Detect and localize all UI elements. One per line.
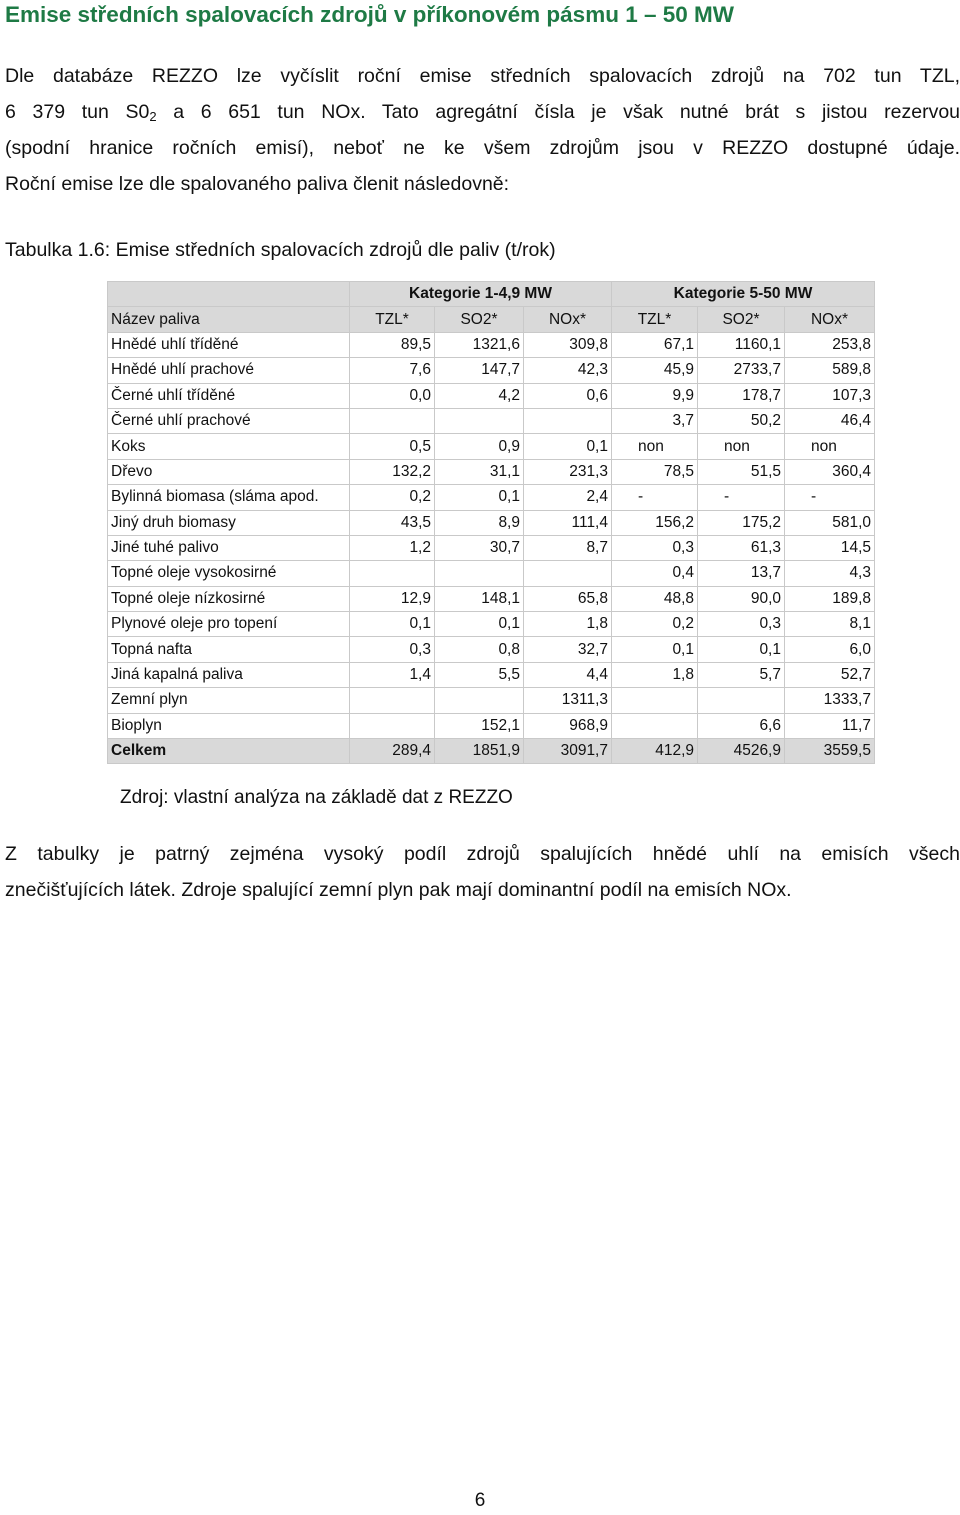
value-cell: 1321,6 [435, 332, 524, 357]
value-cell [435, 561, 524, 586]
value-cell [435, 688, 524, 713]
value-cell: 107,3 [785, 383, 875, 408]
total-cell: 3091,7 [524, 739, 612, 764]
value-cell: non [698, 434, 785, 459]
value-cell: 0,1 [612, 637, 698, 662]
value-cell: 360,4 [785, 459, 875, 484]
value-cell: 4,3 [785, 561, 875, 586]
value-cell: 309,8 [524, 332, 612, 357]
total-cell: 4526,9 [698, 739, 785, 764]
value-cell: 46,4 [785, 408, 875, 433]
value-cell: 50,2 [698, 408, 785, 433]
value-cell: 65,8 [524, 586, 612, 611]
value-cell: 4,4 [524, 662, 612, 687]
value-cell: 0,1 [698, 637, 785, 662]
fuel-name-cell: Jiný druh biomasy [108, 510, 350, 535]
table-source-note: Zdroj: vlastní analýza na základě dat z REZZO [120, 787, 513, 808]
section-heading: Emise středních spalovacích zdrojů v příkonovém pásmu 1 – 50 MW [5, 2, 734, 27]
value-cell: - [698, 485, 785, 510]
value-cell: 253,8 [785, 332, 875, 357]
value-cell: 12,9 [350, 586, 435, 611]
value-cell [524, 561, 612, 586]
intro-line-2-end: a 6 651 tun NOx. Tato agregátní čísla je však nutné brát s jistou rezervou [156, 101, 960, 123]
value-cell: 147,7 [435, 358, 524, 383]
table-body [108, 332, 875, 738]
intro-line-4: Roční emise lze dle spalovaného paliva členit následovně: [5, 173, 510, 195]
table-row [108, 637, 875, 662]
table-row [108, 408, 875, 433]
value-cell [350, 713, 435, 738]
fuel-name-cell: Jiné tuhé palivo [108, 535, 350, 560]
value-cell: 8,1 [785, 612, 875, 637]
conclusion-line-1: Z tabulky je patrný zejména vysoký podíl zdrojů spalujících hnědé uhlí na emisích všech [5, 843, 960, 865]
table-row [108, 459, 875, 484]
value-cell: 52,7 [785, 662, 875, 687]
value-cell: 0,6 [524, 383, 612, 408]
fuel-name-cell: Topná nafta [108, 637, 350, 662]
value-cell: 6,6 [698, 713, 785, 738]
emissions-table [107, 281, 875, 764]
col-header-nox-1: NOx* [524, 307, 612, 332]
table-row [108, 358, 875, 383]
table-row [108, 510, 875, 535]
value-cell: 1,2 [350, 535, 435, 560]
value-cell: 0,1 [435, 612, 524, 637]
value-cell: 581,0 [785, 510, 875, 535]
fuel-name-header: Název paliva [108, 307, 350, 332]
table-row [108, 586, 875, 611]
fuel-name-cell: Dřevo [108, 459, 350, 484]
conclusion-line-2: znečišťujících látek. Zdroje spalující zemní plyn pak mají dominantní podíl na emisích NOx. [5, 879, 792, 901]
fuel-name-cell: Černé uhlí prachové [108, 408, 350, 433]
value-cell: 0,3 [350, 637, 435, 662]
value-cell: 7,6 [350, 358, 435, 383]
value-cell: 51,5 [698, 459, 785, 484]
table-row [108, 383, 875, 408]
total-cell: 289,4 [350, 739, 435, 764]
value-cell: 8,9 [435, 510, 524, 535]
value-cell: 0,3 [612, 535, 698, 560]
value-cell: 0,1 [350, 612, 435, 637]
col-header-so2-2: SO2* [698, 307, 785, 332]
value-cell: 90,0 [698, 586, 785, 611]
value-cell: 2,4 [524, 485, 612, 510]
value-cell: 0,1 [524, 434, 612, 459]
fuel-name-cell: Hnědé uhlí tříděné [108, 332, 350, 357]
category-2-header: Kategorie 5-50 MW [612, 282, 875, 307]
value-cell: 13,7 [698, 561, 785, 586]
value-cell: 3,7 [612, 408, 698, 433]
value-cell [612, 713, 698, 738]
fuel-name-cell: Zemní plyn [108, 688, 350, 713]
category-1-header: Kategorie 1-4,9 MW [350, 282, 612, 307]
fuel-name-cell: Topné oleje nízkosirné [108, 586, 350, 611]
value-cell: 0,1 [435, 485, 524, 510]
table-row [108, 713, 875, 738]
fuel-name-cell: Černé uhlí tříděné [108, 383, 350, 408]
value-cell: non [785, 434, 875, 459]
intro-line-1: Dle databáze REZZO lze vyčíslit roční emise středních spalovacích zdrojů na 702 tun TZL, [5, 65, 960, 87]
table-row [108, 662, 875, 687]
col-header-so2-1: SO2* [435, 307, 524, 332]
value-cell: 9,9 [612, 383, 698, 408]
value-cell: 48,8 [612, 586, 698, 611]
total-cell: 1851,9 [435, 739, 524, 764]
value-cell [698, 688, 785, 713]
value-cell: 1311,3 [524, 688, 612, 713]
value-cell: 32,7 [524, 637, 612, 662]
value-cell: 0,0 [350, 383, 435, 408]
value-cell: 0,9 [435, 434, 524, 459]
value-cell: 0,4 [612, 561, 698, 586]
value-cell: 42,3 [524, 358, 612, 383]
fuel-name-cell: Koks [108, 434, 350, 459]
fuel-name-cell: Topné oleje vysokosirné [108, 561, 350, 586]
table-row [108, 434, 875, 459]
value-cell [435, 408, 524, 433]
value-cell: 1,8 [612, 662, 698, 687]
col-header-tzl-2: TZL* [612, 307, 698, 332]
value-cell: - [612, 485, 698, 510]
fuel-name-cell: Bioplyn [108, 713, 350, 738]
value-cell: 189,8 [785, 586, 875, 611]
value-cell: 0,3 [698, 612, 785, 637]
value-cell: 231,3 [524, 459, 612, 484]
value-cell: 4,2 [435, 383, 524, 408]
value-cell: 89,5 [350, 332, 435, 357]
value-cell: 2733,7 [698, 358, 785, 383]
value-cell: 156,2 [612, 510, 698, 535]
subscript-2: 2 [149, 109, 157, 124]
table-row [108, 561, 875, 586]
value-cell: 61,3 [698, 535, 785, 560]
value-cell: 6,0 [785, 637, 875, 662]
value-cell: 43,5 [350, 510, 435, 535]
intro-line-2-start: 6 379 tun S0 [5, 101, 150, 123]
value-cell: 152,1 [435, 713, 524, 738]
value-cell: 968,9 [524, 713, 612, 738]
header-blank-cell [108, 282, 350, 307]
intro-line-2 [5, 94, 960, 130]
value-cell [612, 688, 698, 713]
value-cell: 0,2 [350, 485, 435, 510]
total-cell: 412,9 [612, 739, 698, 764]
col-header-nox-2: NOx* [785, 307, 875, 332]
col-header-tzl-1: TZL* [350, 307, 435, 332]
value-cell: 31,1 [435, 459, 524, 484]
value-cell [524, 408, 612, 433]
value-cell [350, 688, 435, 713]
value-cell: 5,5 [435, 662, 524, 687]
value-cell: 178,7 [698, 383, 785, 408]
fuel-name-cell: Hnědé uhlí prachové [108, 358, 350, 383]
value-cell: 589,8 [785, 358, 875, 383]
intro-paragraph [5, 58, 960, 202]
value-cell: 111,4 [524, 510, 612, 535]
value-cell: 175,2 [698, 510, 785, 535]
value-cell: 78,5 [612, 459, 698, 484]
total-cell: 3559,5 [785, 739, 875, 764]
value-cell: 0,5 [350, 434, 435, 459]
fuel-name-cell: Plynové oleje pro topení [108, 612, 350, 637]
value-cell: 132,2 [350, 459, 435, 484]
value-cell: non [612, 434, 698, 459]
table-row [108, 535, 875, 560]
page-number: 6 [474, 1490, 486, 1511]
value-cell [350, 561, 435, 586]
value-cell: 5,7 [698, 662, 785, 687]
value-cell: 0,2 [612, 612, 698, 637]
value-cell: 8,7 [524, 535, 612, 560]
value-cell: 1160,1 [698, 332, 785, 357]
value-cell: 0,8 [435, 637, 524, 662]
total-row-label: Celkem [108, 739, 350, 764]
value-cell: 14,5 [785, 535, 875, 560]
value-cell: 30,7 [435, 535, 524, 560]
value-cell: 1,8 [524, 612, 612, 637]
table-caption: Tabulka 1.6: Emise středních spalovacích zdrojů dle paliv (t/rok) [5, 239, 556, 261]
value-cell: - [785, 485, 875, 510]
intro-line-3: (spodní hranice ročních emisí), neboť ne ke všem zdrojům jsou v REZZO dostupné údaje. [5, 137, 960, 159]
fuel-name-cell: Jiná kapalná paliva [108, 662, 350, 687]
fuel-name-cell: Bylinná biomasa (sláma apod. [108, 485, 350, 510]
value-cell: 11,7 [785, 713, 875, 738]
value-cell: 45,9 [612, 358, 698, 383]
conclusion-paragraph [5, 836, 960, 908]
value-cell: 1333,7 [785, 688, 875, 713]
table-row [108, 485, 875, 510]
value-cell [350, 408, 435, 433]
table-row [108, 612, 875, 637]
value-cell: 1,4 [350, 662, 435, 687]
value-cell: 67,1 [612, 332, 698, 357]
table-row [108, 688, 875, 713]
table-row [108, 332, 875, 357]
value-cell: 148,1 [435, 586, 524, 611]
